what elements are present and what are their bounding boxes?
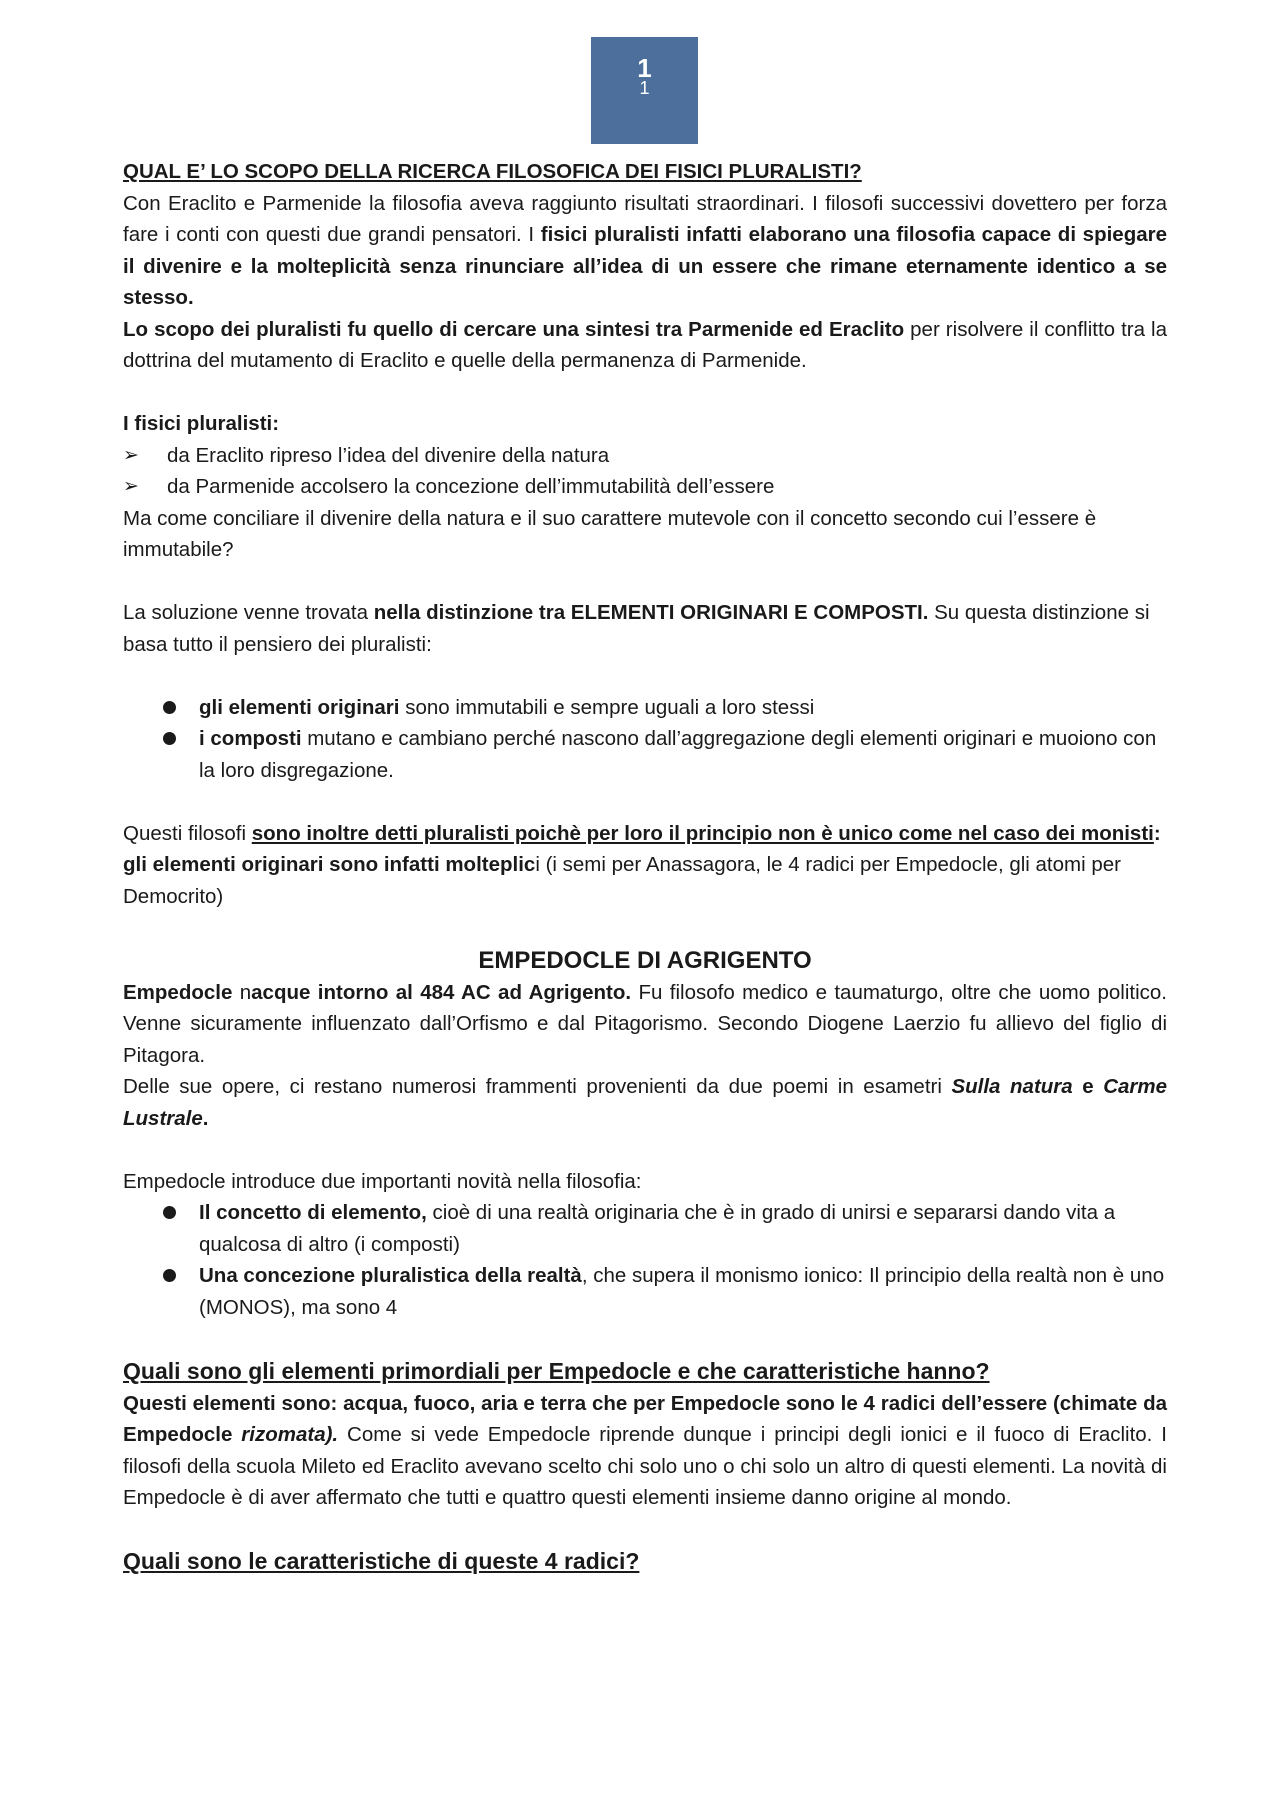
spacer: [123, 1323, 1167, 1355]
paragraph-pluralisti: [123, 818, 1167, 913]
text-run: La soluzione venne trovata: [123, 601, 374, 624]
bold-run: e: [1072, 1075, 1104, 1098]
paragraph-question: Ma come conciliare il divenire della natura e il suo carattere mutevole con il concetto secondo cui l’essere è immutabile?: [123, 506, 1097, 561]
bullet-dot-icon: [163, 701, 176, 714]
section-heading-roots: Quali sono le caratteristiche di queste 4 radici?: [123, 1548, 640, 1574]
bold-run: Questi elementi sono: acqua, fuoco, aria e terra che per Empedocle sono le 4 radici dell’essere (chimate da Empedocle: [123, 1391, 1167, 1446]
spacer: [123, 1514, 1167, 1546]
bold-run: nella distinzione tra ELEMENTI ORIGINARI E COMPOSTI.: [373, 601, 929, 624]
bold-run: acque intorno al 484 AC ad Agrigento.: [251, 980, 632, 1004]
paragraph-solution: [123, 597, 1167, 660]
document-body: [123, 156, 1167, 1578]
list-item-text: da Eraclito ripreso l’idea del divenire della natura: [167, 443, 610, 467]
text-run: cioè di una realtà originaria che è in grado di unirsi e separarsi dando vita a qualcosa di altro (i composti): [199, 1201, 1116, 1256]
bold-run: .: [202, 1106, 209, 1130]
text-run: Fu filosofo medico e taumaturgo, oltre che uomo politico. Venne sicuramente influenzato dall’Orfismo e dal Pitagorismo. Secondo Diogene Laerzio fu allievo del figlio di Pitagora.: [123, 980, 1168, 1067]
text-run: Su questa distinzione si basa tutto il pensiero dei pluralisti:: [123, 601, 1150, 656]
bullet-list-elements: [123, 692, 1167, 787]
bold-run: fisici pluralisti infatti elaborano una filosofia capace di spiegare il divenire e la molteplicità senza rinunciare all’idea di un essere che rimane eternamente identico a se stesso.: [123, 223, 1168, 309]
bullet-dot-icon: [163, 1269, 176, 1282]
spacer: [123, 912, 1167, 944]
paragraph-scopo: [123, 314, 1167, 377]
list-item: [123, 440, 1167, 472]
text-run: Con Eraclito e Parmenide la filosofia aveva raggiunto risultati straordinari. I filosofi successivi dovettero per forza fare i conti con questi due grandi pensatori. I: [123, 191, 1167, 246]
text-run: n: [239, 980, 252, 1004]
bold-run: : gli elementi originari sono infatti molteplic: [123, 821, 1161, 876]
bold-italic-run: Carme Lustrale: [123, 1075, 1168, 1130]
bold-run: gli elementi originari: [199, 695, 400, 719]
bullet-list-novelties: [123, 1197, 1167, 1323]
spacer: [123, 786, 1167, 818]
bold-italic-run: Sulla natura: [951, 1075, 1073, 1098]
list-item-text: da Parmenide accolsero la concezione dell’immutabilità dell’essere: [167, 475, 775, 498]
paragraph-works: [123, 1071, 1167, 1134]
page-number-small: 1: [639, 78, 650, 98]
bold-run: Lo scopo dei pluralisti fu quello di cercare una sintesi tra Parmenide ed Eraclito: [123, 317, 905, 341]
paragraph-elements: [123, 1388, 1167, 1514]
spacer: [123, 660, 1167, 692]
bold-run: Una concezione pluralistica della realtà: [199, 1264, 582, 1287]
section-title-empedocle: EMPEDOCLE DI AGRIGENTO: [478, 946, 812, 974]
text-run: , che supera il monismo ionico: Il principio della realtà non è uno (MONOS), ma sono 4: [199, 1264, 1165, 1319]
section-heading-pluralisti: QUAL E’ LO SCOPO DELLA RICERCA FILOSOFICA DEI FISICI PLURALISTI?: [123, 160, 862, 183]
page-number-large: 1: [637, 53, 652, 83]
bold-run: I fisici pluralisti:: [123, 412, 280, 435]
bullet-dot-icon: [163, 732, 176, 745]
paragraph-novelties-intro: Empedocle introduce due importanti novità nella filosofia:: [123, 1169, 642, 1193]
text-run: Questi filosofi: [123, 821, 252, 845]
section-heading-elements: Quali sono gli elementi primordiali per Empedocle e che caratteristiche hanno?: [123, 1357, 990, 1384]
list-item: [123, 692, 1167, 724]
arrow-bullet-icon: ➢: [123, 476, 139, 497]
text-run: per risolvere il conflitto tra la dottrina del mutamento di Eraclito e quelle della permanenza di Parmenide.: [123, 317, 1167, 372]
page-number-badge: [591, 37, 698, 144]
paragraph-intro: [123, 188, 1167, 314]
text-run: mutano e cambiano perché nascono dall’aggregazione degli elementi originari e muoiono con la loro disgregazione.: [199, 727, 1157, 782]
spacer: [123, 1134, 1167, 1166]
paragraph-biography: [123, 977, 1167, 1072]
list-title: [123, 408, 1167, 440]
text-run: Delle sue opere, ci restano numerosi frammenti provenienti da due poemi in esametri: [123, 1075, 952, 1098]
arrow-bullet-icon: ➢: [123, 444, 139, 466]
bold-run: i composti: [199, 727, 302, 750]
spacer: [123, 377, 1167, 409]
bold-run: Il concetto di elemento,: [199, 1201, 427, 1224]
bold-italic-run: rizomata).: [241, 1423, 339, 1446]
list-item: [123, 471, 1167, 503]
text-run: Come si vede Empedocle riprende dunque i principi degli ionici e il fuoco di Eraclito. I filosofi della scuola Mileto ed Eraclito avevano scelto chi solo uno o chi solo un altro di questi elementi. La novità di Empedocle è di aver affermato che tutti e quattro questi elementi insieme danno origine al mondo.: [123, 1423, 1167, 1509]
bullet-dot-icon: [163, 1206, 176, 1219]
bold-underline-run: sono inoltre detti pluralisti poichè per loro il principio non è unico come nel caso dei monisti: [251, 821, 1154, 845]
list-item: [123, 1260, 1167, 1323]
text-run: sono immutabili e sempre uguali a loro stessi: [399, 695, 815, 719]
arrow-list: [123, 440, 1167, 503]
bold-run: Empedocle: [123, 980, 240, 1004]
spacer: [123, 566, 1167, 598]
list-item: [123, 723, 1167, 786]
list-item: [123, 1197, 1167, 1260]
text-run: i (i semi per Anassagora, le 4 radici per Empedocle, gli atomi per Democrito): [123, 853, 1121, 908]
